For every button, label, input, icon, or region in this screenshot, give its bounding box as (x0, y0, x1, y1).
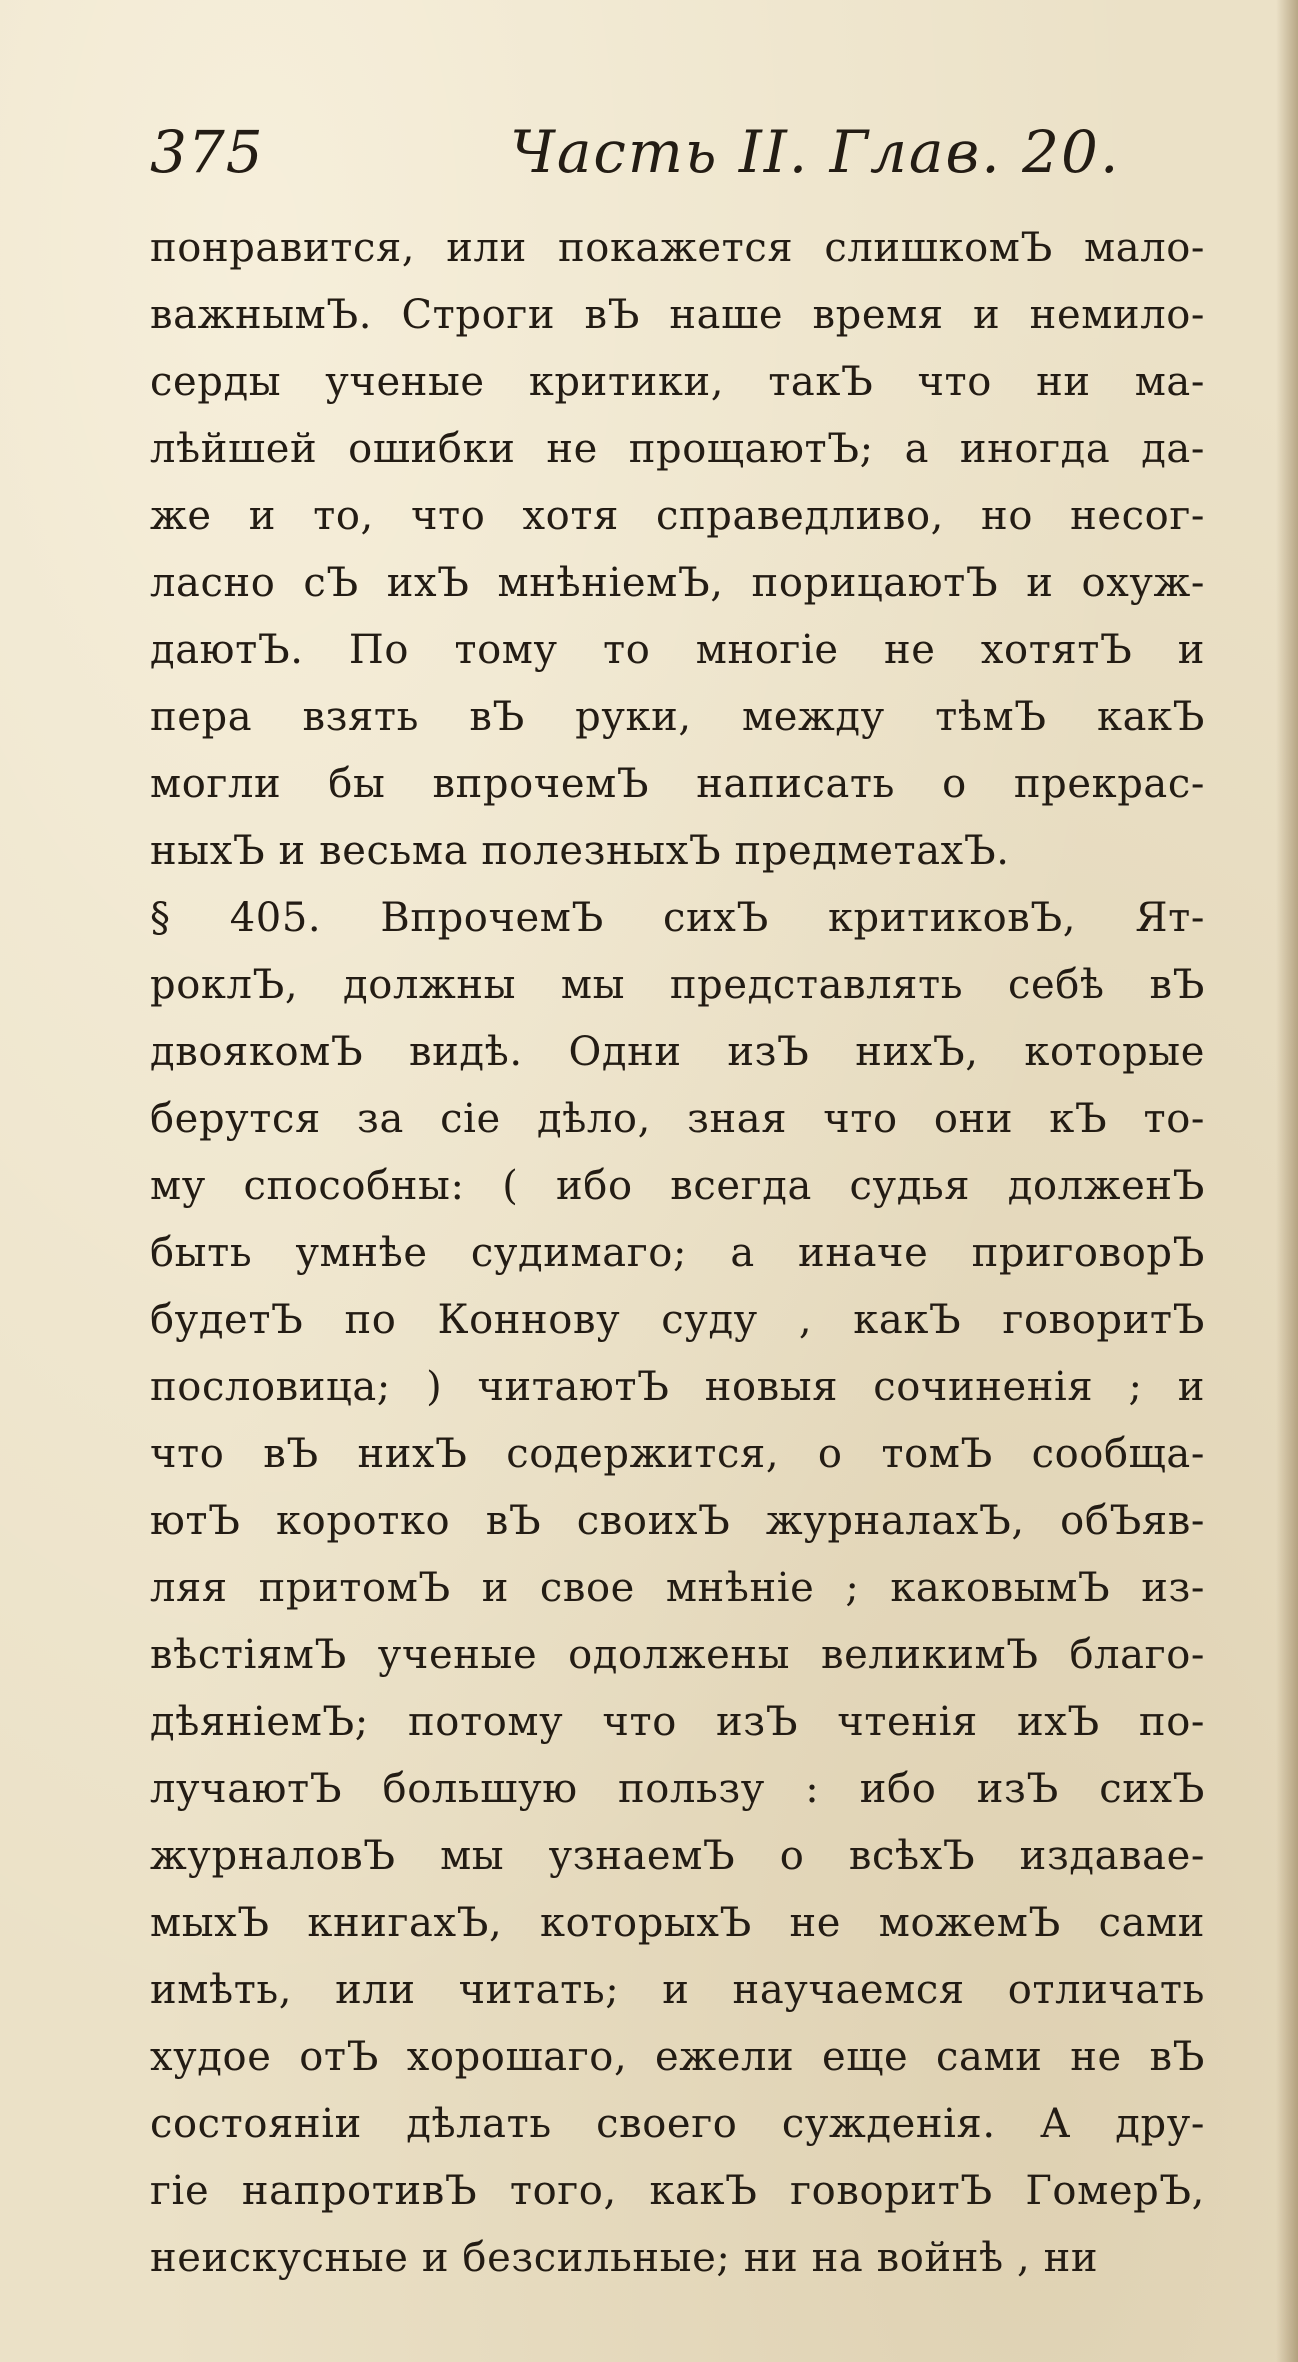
text-line: вѣстiямЪ ученые одолжены великимЪ благо- (150, 1632, 1205, 1678)
page-number: 375 (150, 118, 264, 186)
text-line: будетЪ по Коннову суду , какЪ говоритЪ (150, 1297, 1205, 1343)
text-line: серды ученые критики, такЪ что ни ма- (150, 359, 1205, 405)
text-line: журналовЪ мы узнаемЪ о всѣхЪ издавае- (150, 1833, 1205, 1879)
text-line: лучаютЪ большую пользу : ибо изЪ сихЪ (150, 1766, 1205, 1812)
text-line: мыхЪ книгахЪ, которыхЪ не можемЪ сами (150, 1900, 1205, 1946)
page-header (150, 118, 1150, 198)
text-line: худое отЪ хорошаго, ежели еще сами не вЪ (150, 2034, 1205, 2080)
text-line: пера взять вЪ руки, между тѣмЪ какЪ (150, 694, 1205, 740)
text-line: даютЪ. По тому то многiе не хотятЪ и (150, 627, 1205, 673)
text-line: дѣянiемЪ; потому что изЪ чтенiя ихЪ по- (150, 1699, 1205, 1745)
text-line: ляя притомЪ и свое мнѣнiе ; каковымЪ из- (150, 1565, 1205, 1611)
paragraph-2 (150, 885, 1205, 2292)
page-edge-shadow (1276, 0, 1298, 2362)
paragraph-1 (150, 215, 1205, 885)
text-line: понравится, или покажется слишкомЪ мало- (150, 225, 1205, 271)
text-line: состоянiи дѣлать своего сужденiя. А дру- (150, 2101, 1205, 2147)
text-line: пословица; ) читаютЪ новыя сочиненiя ; и (150, 1364, 1205, 1410)
text-line: же и то, что хотя справедливо, но несог- (150, 493, 1205, 539)
text-line: § 405. ВпрочемЪ сихЪ критиковЪ, Ят- (150, 895, 1205, 941)
text-line: имѣть, или читать; и научаемся отличать (150, 1967, 1205, 2013)
text-line: берутся за сiе дѣло, зная что они кЪ то- (150, 1096, 1205, 1142)
text-line: могли бы впрочемЪ написать о прекрас- (150, 761, 1205, 807)
text-line: лѣйшей ошибки не прощаютЪ; а иногда да- (150, 426, 1205, 472)
text-line: гiе напротивЪ того, какЪ говоритЪ ГомерЪ, (150, 2168, 1205, 2214)
text-line: роклЪ, должны мы представлять себѣ вЪ (150, 962, 1205, 1008)
text-line: важнымЪ. Строги вЪ наше время и немило- (150, 292, 1205, 338)
text-line: му способны: ( ибо всегда судья долженЪ (150, 1163, 1205, 1209)
text-line: ютЪ коротко вЪ своихЪ журналахЪ, обЪяв- (150, 1498, 1205, 1544)
text-line: что вЪ нихЪ содержится, о томЪ сообща- (150, 1431, 1205, 1477)
text-line: ныхЪ и весьма полезныхЪ предметахЪ. (150, 828, 1010, 874)
text-line: неискусные и безсильные; ни на войнѣ , ни (150, 2235, 1099, 2281)
text-line: ласно сЪ ихЪ мнѣнiемЪ, порицаютЪ и охуж- (150, 560, 1205, 606)
text-line: двоякомЪ видѣ. Одни изЪ нихЪ, которые (150, 1029, 1205, 1075)
running-head: Часть II. Глав. 20. (510, 118, 1121, 186)
text-line: быть умнѣе судимаго; а иначе приговорЪ (150, 1230, 1205, 1276)
